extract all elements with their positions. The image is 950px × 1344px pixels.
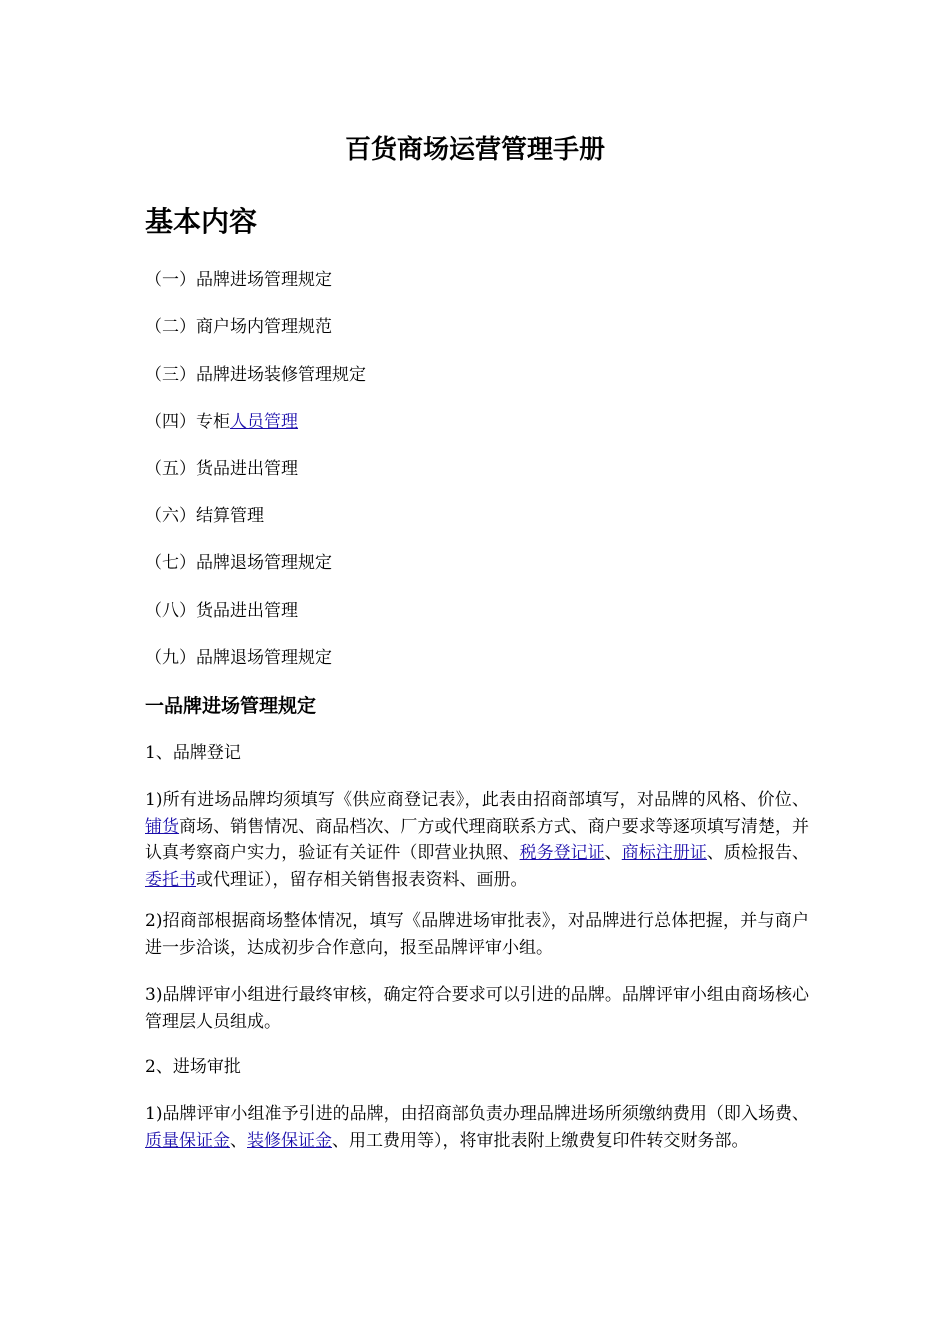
- toc-item: [145, 409, 298, 435]
- toc-item: （五）货品进出管理: [145, 459, 298, 479]
- paragraph-registration-1: [145, 787, 809, 893]
- toc-item: （六）结算管理: [145, 506, 264, 526]
- paragraph-text: 、: [230, 1130, 247, 1151]
- subheading-brand-registration: 1、品牌登记: [145, 743, 241, 763]
- toc-item: （八）货品进出管理: [145, 601, 298, 621]
- section-heading-brand-entry: 一品牌进场管理规定: [145, 695, 317, 717]
- paragraph-text: 1)所有进场品牌均须填写《供应商登记表》，此表由招商部填写，对品牌的风格、价位、: [145, 790, 809, 810]
- paragraph-text: 、质检报告、: [706, 843, 810, 863]
- link-tax-registration[interactable]: 税务登记证: [519, 843, 605, 863]
- paragraph-registration-2: 2)招商部根据商场整体情况，填写《品牌进场审批表》，对品牌进行总体把握，并与商户进一步洽谈，达成初步合作意向，报至品牌评审小组。: [145, 911, 809, 958]
- paragraph-text: 、: [604, 843, 622, 863]
- link-quality-deposit[interactable]: 质量保证金: [145, 1130, 230, 1151]
- paragraph-text: 或代理证），留存相关销售报表资料、画册。: [196, 869, 528, 890]
- toc-item: （七）品牌退场管理规定: [145, 553, 332, 573]
- document-title: 百货商场运营管理手册: [344, 135, 605, 165]
- paragraph-text: 商场、销售情况、商品档次、厂方或代理商联系方式、商户要求等逐项填写清楚，并认真考察商户实力，验证有关证件（即营业执照、: [145, 816, 810, 863]
- toc-item: （一）品牌进场管理规定: [145, 270, 332, 290]
- link-renovation-deposit[interactable]: 装修保证金: [247, 1130, 332, 1151]
- link-distribution[interactable]: 铺货: [145, 816, 180, 837]
- paragraph-registration-3: 3)品牌评审小组进行最终审核，确定符合要求可以引进的品牌。品牌评审小组由商场核心管理层人员组成。: [145, 985, 809, 1032]
- paragraph-text: 1)品牌评审小组准予引进的品牌，由招商部负责办理品牌进场所须缴纳费用（即入场费、: [145, 1104, 809, 1124]
- link-trademark-registration[interactable]: 商标注册证: [621, 843, 707, 863]
- link-personnel-management[interactable]: 人员管理: [230, 412, 298, 432]
- section-heading-basic-content: 基本内容: [145, 205, 258, 238]
- toc-item: （二）商户场内管理规范: [145, 317, 332, 337]
- toc-item-prefix: （四）专柜: [145, 412, 230, 432]
- toc-item: （三）品牌进场装修管理规定: [145, 365, 366, 385]
- link-power-of-attorney[interactable]: 委托书: [145, 869, 196, 890]
- paragraph-text: 、用工费用等），将审批表附上缴费复印件转交财务部。: [332, 1130, 749, 1151]
- subheading-entry-approval: 2、进场审批: [145, 1057, 241, 1077]
- paragraph-approval-1: [145, 1101, 809, 1154]
- toc-item: （九）品牌退场管理规定: [145, 648, 332, 668]
